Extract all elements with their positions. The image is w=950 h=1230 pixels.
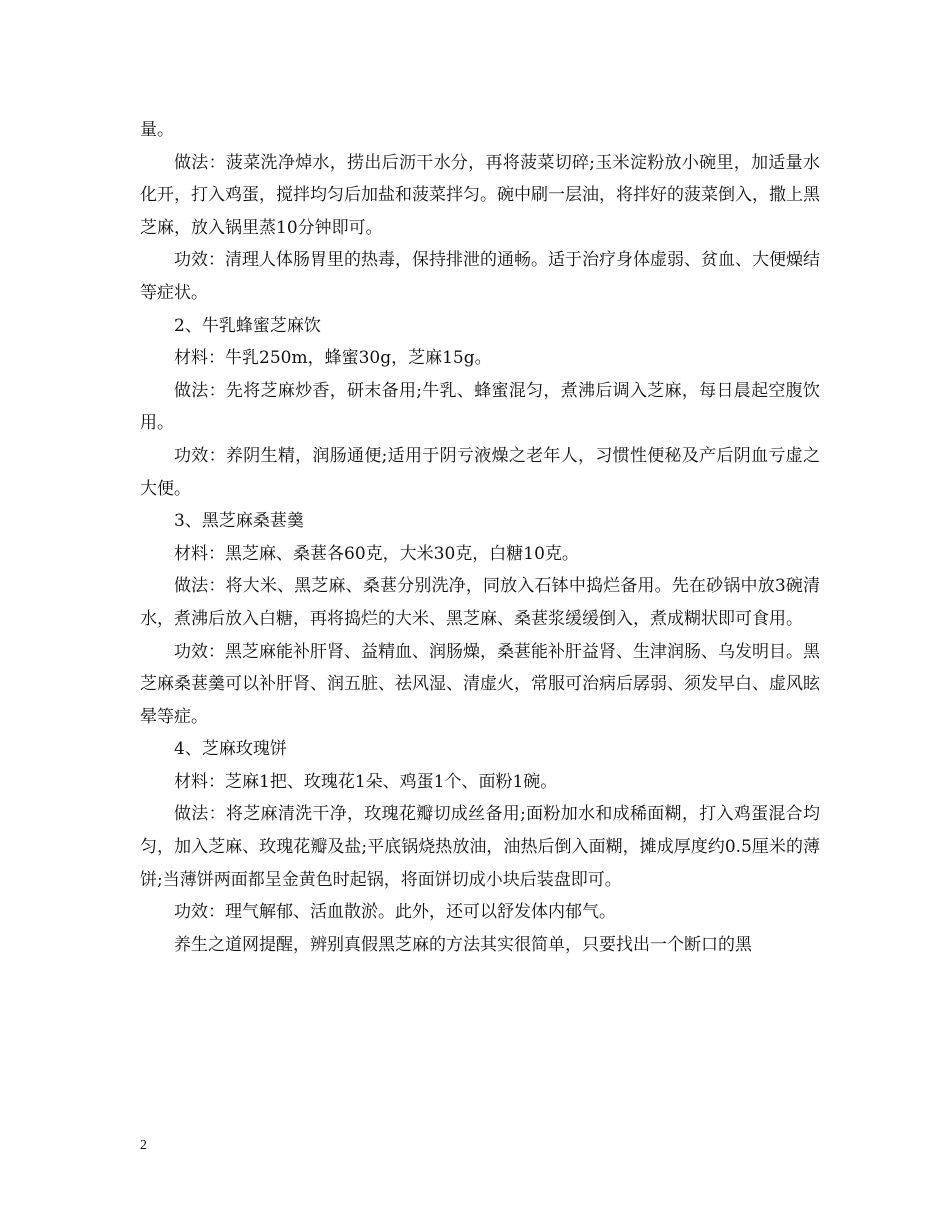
paragraph: 做法：将大米、黑芝麻、桑葚分别洗净，同放入石钵中捣烂备用。先在砂锅中放3碗清水，煮沸后放入白糖，再将捣烂的大米、黑芝麻、桑葚浆缓缓倒入，煮成糊状即可食用。: [140, 576, 820, 629]
section-heading: 3、黑芝麻桑葚羹: [174, 511, 304, 532]
paragraph: 养生之道网提醒，辨别真假黑芝麻的方法其实很简单，只要找出一个断口的黑: [174, 934, 752, 955]
paragraph: 做法：先将芝麻炒香，研末备用;牛乳、蜂蜜混匀，煮沸后调入芝麻，每日晨起空腹饮用。: [140, 380, 820, 434]
paragraph: 做法：菠菜洗净焯水，捞出后沥干水分，再将菠菜切碎;玉米淀粉放小碗里，加适量水化开，打入鸡蛋，搅拌均匀后加盐和菠菜拌匀。碗中刷一层油，将拌好的菠菜倒入，撒上黑芝麻，放入锅里蒸10分钟即可。: [140, 152, 820, 238]
paragraph: 功效：理气解郁、活血散淤。此外，还可以舒发体内郁气。: [174, 902, 616, 923]
paragraph: 材料：芝麻1把、玫瑰花1朵、鸡蛋1个、面粉1碗。: [174, 771, 558, 792]
paragraph: 量。: [140, 120, 174, 140]
paragraph: 材料：牛乳250m，蜂蜜30g，芝麻15g。: [174, 348, 492, 369]
paragraph: 功效：黑芝麻能补肝肾、益精血、润肠燥，桑葚能补肝益肾、生津润肠、乌发明目。黑芝麻桑葚羹可以补肝肾、润五脏、祛风湿、清虚火，常服可治病后孱弱、须发早白、虚风眩晕等症。: [140, 641, 820, 727]
body-text: [140, 114, 820, 961]
paragraph: 做法：将芝麻清洗干净，玫瑰花瓣切成丝备用;面粉加水和成稀面糊，打入鸡蛋混合均匀，加入芝麻、玫瑰花瓣及盐;平底锅烧热放油，油热后倒入面糊，摊成厚度约0.5厘米的薄饼;当薄饼两面都呈金黄色时起锅，将面饼切成小块后装盘即可。: [140, 804, 820, 890]
paragraph: 功效：养阴生精，润肠通便;适用于阴亏液燥之老年人，习惯性便秘及产后阴血亏虚之大便。: [140, 445, 820, 499]
paragraph: 功效：清理人体肠胃里的热毒，保持排泄的通畅。适于治疗身体虚弱、贫血、大便燥结等症状。: [140, 250, 820, 303]
section-heading: 4、芝麻玫瑰饼: [174, 739, 287, 760]
section-heading: 2、牛乳蜂蜜芝麻饮: [174, 315, 321, 336]
page-number: 2: [140, 1138, 147, 1153]
paragraph: 材料：黑芝麻、桑葚各60克，大米30克，白糖10克。: [174, 543, 579, 564]
